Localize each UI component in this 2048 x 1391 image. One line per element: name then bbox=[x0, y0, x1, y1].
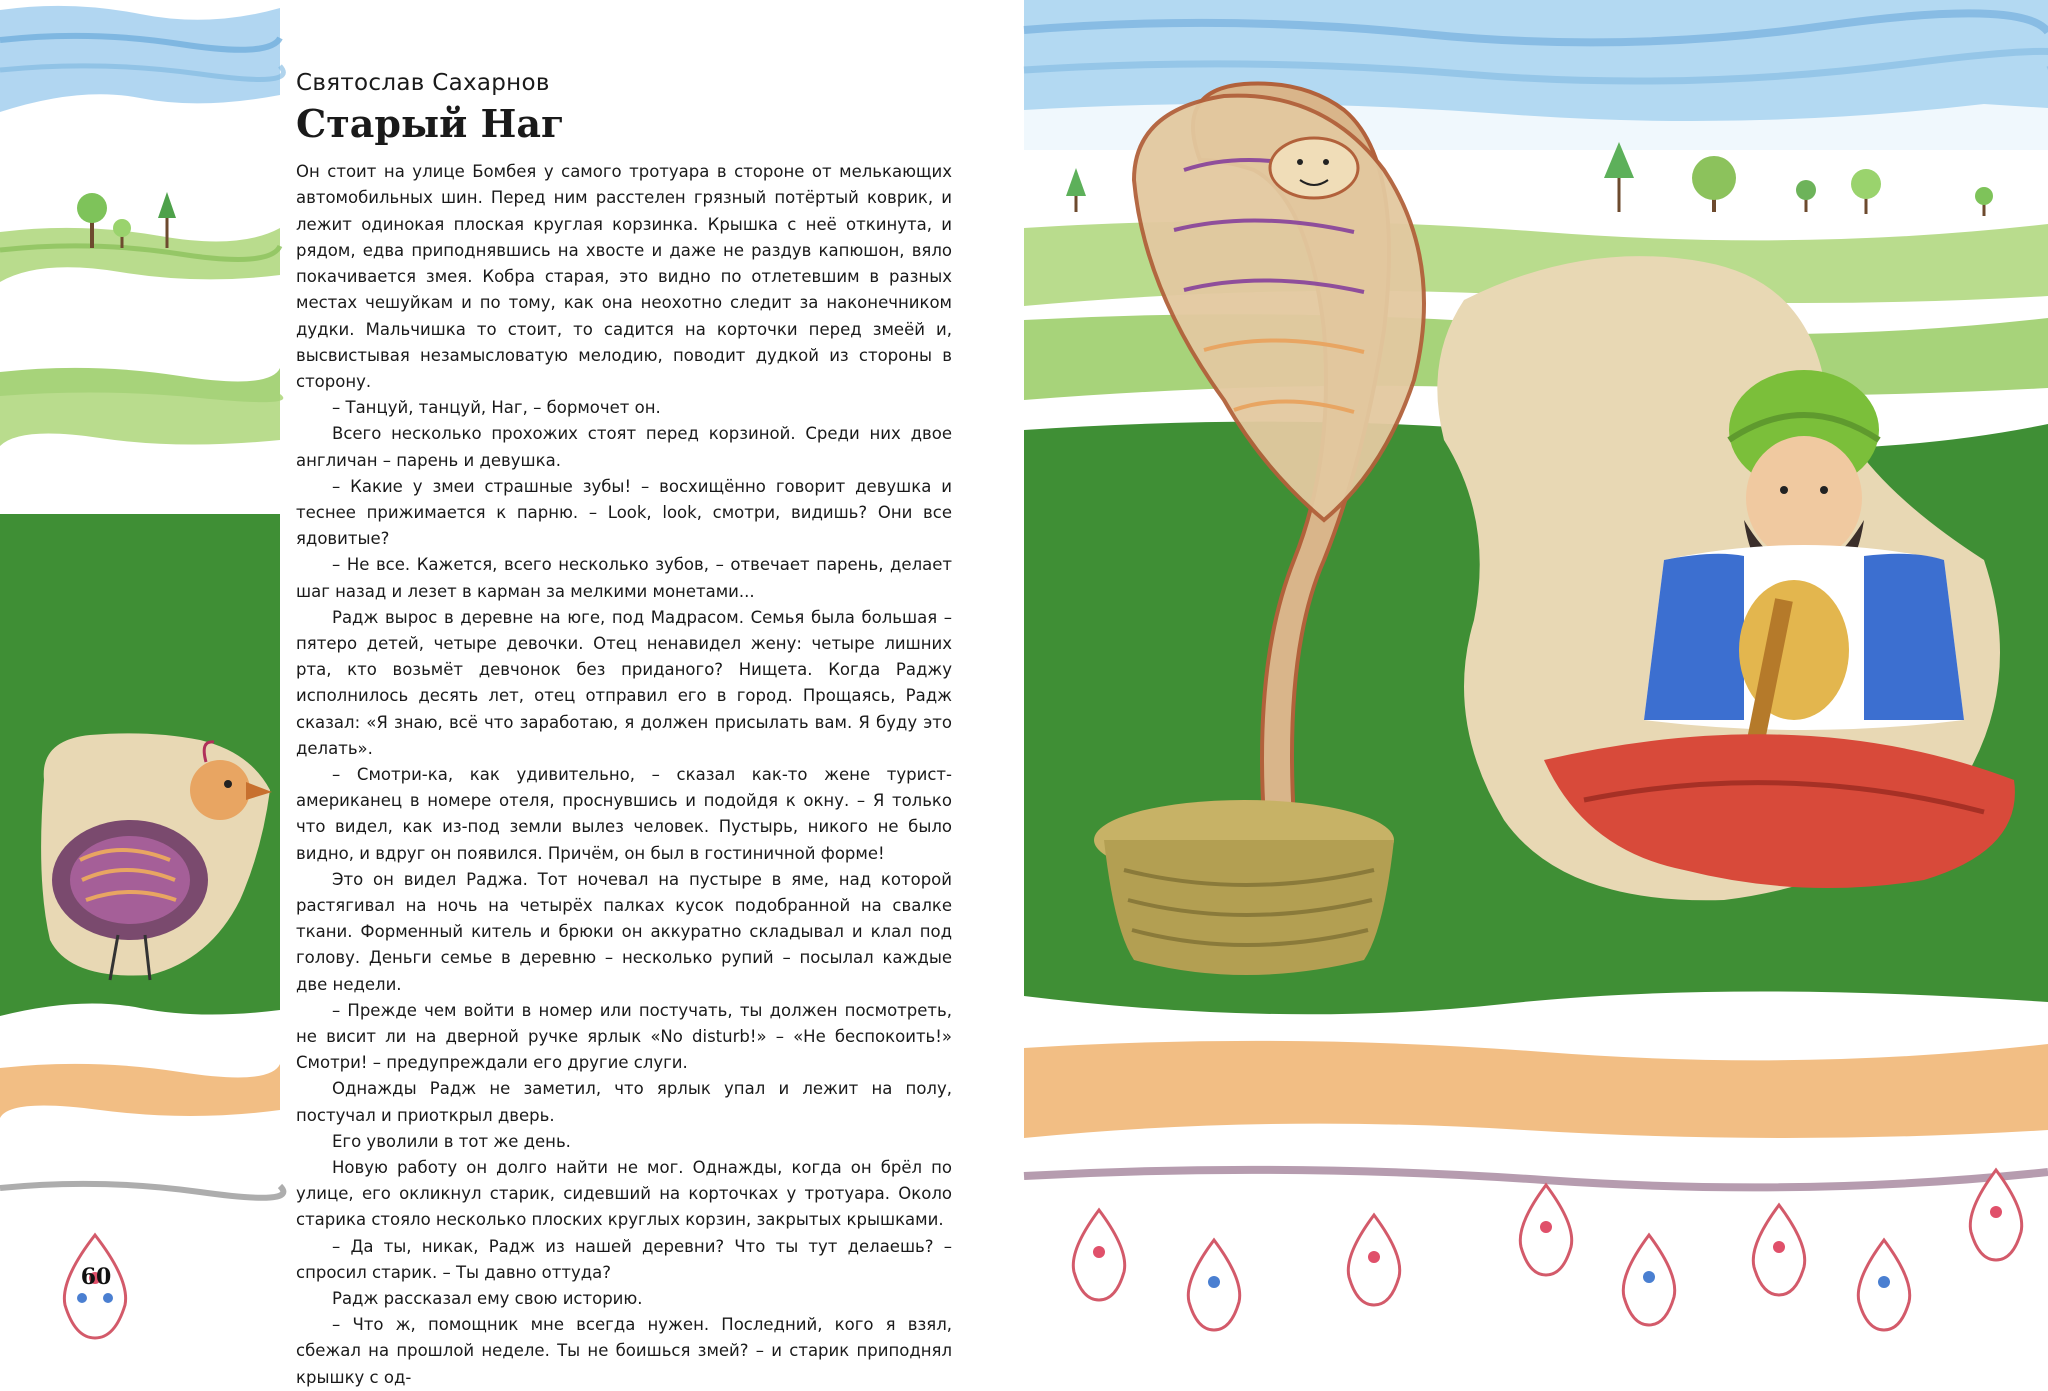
text-column bbox=[296, 70, 952, 1391]
paragraph: – Какие у змеи страшные зубы! – восхищённо говорит девушка и теснее прижимается к парню. – Look, look, смотри, видишь? Они все ядовитые? bbox=[296, 476, 952, 549]
page-number: 60 bbox=[80, 1264, 112, 1290]
paragraph: Он стоит на улице Бомбея у самого тротуара в стороне от мелькающих автомобильных шин. Перед ним расстелен грязный потёртый коврик, и лежит одинокая плоская круглая корзинка. Крышка с неё откинута, и рядом, едва приподнявшись на хвосте и даже не раздув капюшон, вяло покачивается змея. Кобра старая, это видно по отлетевшим в разных местах чешуйкам и по тому, как она неохотно следит за наконечником дудки. Мальчишка то стоит, то садится на корточки перед змеёй и, высвистывая незамысловатую мелодию, поводит дудкой из стороны в сторону. bbox=[296, 162, 952, 391]
paragraph: – Прежде чем войти в номер или постучать, ты должен посмотреть, не висит ли на дверной ручке ярлык «No disturb!» – «Не беспокоить!» Смотри! – предупреждали его другие слуги. bbox=[296, 1000, 952, 1073]
paragraph: Всего несколько прохожих стоят перед корзиной. Среди них двое англичан – парень и девушка. bbox=[296, 424, 952, 470]
crayon-sky-icon bbox=[0, 0, 283, 130]
flower-drop-icon bbox=[1073, 1170, 2021, 1330]
paragraph: – Не все. Кажется, всего несколько зубов, – отвечает парень, делает шаг назад и лезет в карман за мелкими монетами... bbox=[296, 555, 952, 601]
paragraph: Это он видел Раджа. Тот ночевал на пустыре в яме, над которой растягивал на ночь на четырёх палках кусок подобранной на свалке ткани. Форменный китель и брюки он аккуратно складывал и клал под голову. Деньги семье в деревню – несколько рупий – посылал каждые две недели. bbox=[296, 869, 952, 994]
author-name: Святослав Сахарнов bbox=[296, 70, 550, 96]
left-illustration-strip bbox=[0, 0, 280, 1350]
paragraph: – Да ты, никак, Радж из нашей деревни? Что ты тут делаешь? – спросил старик. – Ты давно оттуда? bbox=[296, 1236, 952, 1282]
basket-icon bbox=[1094, 800, 1394, 975]
left-illustration bbox=[0, 0, 280, 1350]
green-stripe bbox=[0, 228, 280, 282]
story-title: Старый Наг bbox=[296, 100, 565, 146]
paragraph: Его уволили в тот же день. bbox=[332, 1131, 571, 1151]
right-illustration-page bbox=[1024, 0, 2048, 1350]
paragraph: – Танцуй, танцуй, Наг, – бормочет он. bbox=[332, 398, 661, 418]
paragraph: Радж рассказал ему свою историю. bbox=[332, 1289, 643, 1309]
orange-stripe bbox=[1024, 1041, 2048, 1138]
paragraph: – Что ж, помощник мне всегда нужен. Последний, кого я взял, сбежал на прошлой неделе. Ты не боишься змей? – и старик приподнял крышку с од- bbox=[296, 1315, 952, 1387]
right-illustration bbox=[1024, 0, 2048, 1350]
paragraph: – Смотри-ка, как удивительно, – сказал как-то жене турист-американец в номере отеля, проснувшись и подойдя к окну. – Я только что видел, как из-под земли вылез человек. Пустырь, никого не было видно, и вдруг он появился. Причём, он был в гостиничной форме! bbox=[296, 764, 952, 863]
story-body bbox=[296, 159, 952, 1391]
paragraph: Однажды Радж не заметил, что ярлык упал и лежит на полу, постучал и приоткрыл дверь. bbox=[296, 1079, 952, 1125]
orange-stripe bbox=[0, 1064, 280, 1118]
paragraph: Новую работу он долго найти не мог. Однажды, когда он брёл по улице, его окликнул старик, сидевший на корточках у тротуара. Около старика стояло несколько плоских круглых корзин, закрытых крышками. bbox=[296, 1158, 952, 1230]
paragraph: Радж вырос в деревне на юге, под Мадрасом. Семья была большая – пятеро детей, четыре девочки. Отец ненавидел жену: четыре лишних рта, кто возьмёт девчонок без приданого? Нищета. Когда Раджу исполнилось десять лет, отец отправил его в город. Прощаясь, Радж сказал: «Я знаю, всё что заработаю, я должен присылать вам. Я буду это делать». bbox=[296, 607, 952, 758]
